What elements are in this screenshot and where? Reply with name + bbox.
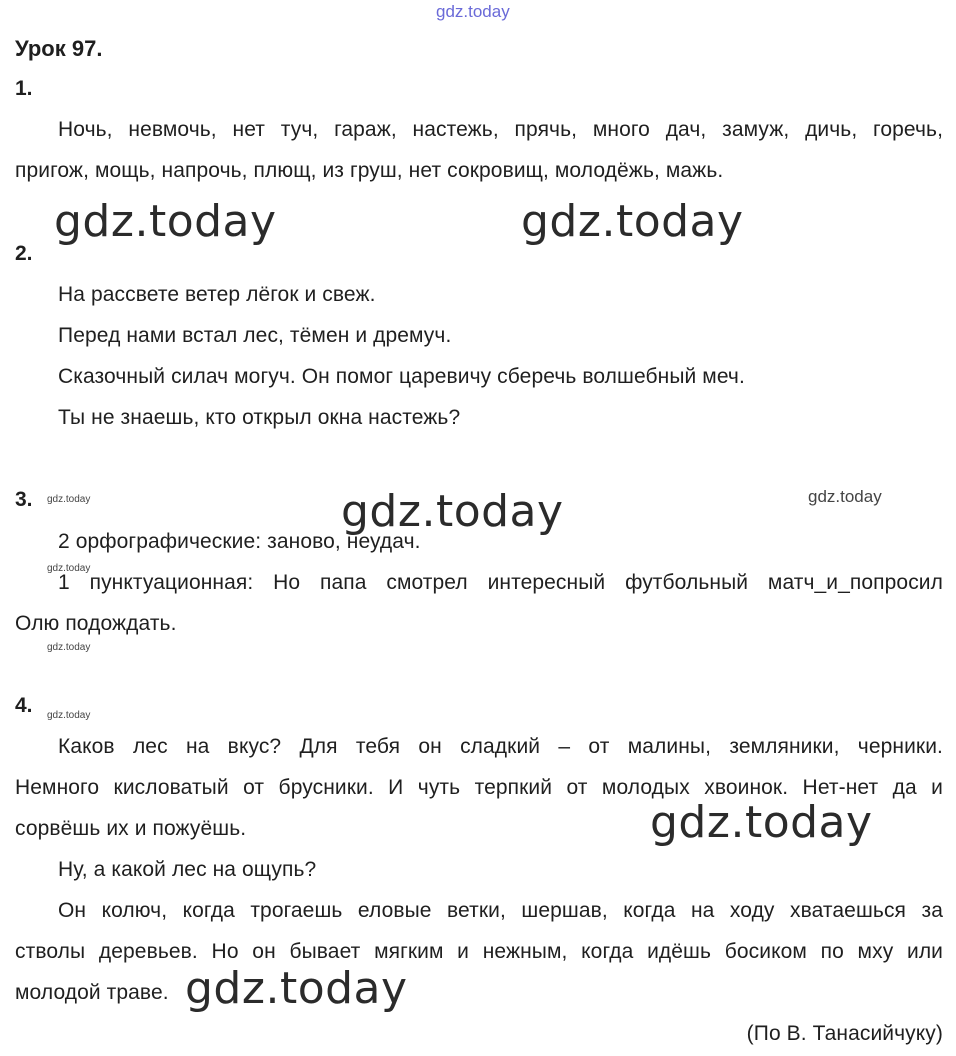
watermark-small: gdz.today [47,563,91,574]
watermark-large: gdz.today [341,486,564,537]
watermark-large: gdz.today [521,196,744,247]
exercise-4-line-2: Немного кисловатый от брусники. И чуть терпкий от молодых хвоинок. Нет-нет да и [15,776,943,799]
watermark-medium: gdz.today [808,487,882,506]
watermark-top: gdz.today [436,2,510,21]
watermark-large: gdz.today [650,797,873,848]
exercise-4-line-7: молодой траве. [15,981,169,1004]
exercise-4-line-4: Ну, а какой лес на ощупь? [58,858,317,881]
exercise-1-line-2: пригож, мощь, напрочь, плющ, из груш, нет сокровищ, молодёжь, мажь. [15,159,724,182]
watermark-small: gdz.today [47,494,91,505]
exercise-2-number: 2. [15,242,33,265]
exercise-4-line-1: Каков лес на вкус? Для тебя он сладкий – от малины, земляники, черники. [58,735,943,758]
exercise-1-number: 1. [15,77,33,100]
exercise-4-number: 4. [15,694,33,717]
watermark-small: gdz.today [47,710,91,721]
exercise-2-line-2: Перед нами встал лес, тёмен и дремуч. [58,324,452,347]
exercise-4-line-3: сорвёшь их и пожуёшь. [15,817,247,840]
exercise-4-source: (По В. Танасийчуку) [746,1022,943,1045]
exercise-3-line-3: Олю подождать. [15,612,177,635]
lesson-title: Урок 97. [15,36,103,61]
exercise-2-line-3: Сказочный силач могуч. Он помог царевичу сберечь волшебный меч. [58,365,745,388]
watermark-large: gdz.today [54,196,277,247]
exercise-3-line-1: 2 орфографические: заново, неудач. [58,530,421,553]
exercise-4-line-5: Он колюч, когда трогаешь еловые ветки, шершав, когда на ходу хватаешься за [58,899,943,922]
exercise-2-line-4: Ты не знаешь, кто открыл окна настежь? [58,406,461,429]
exercise-2-line-1: На рассвете ветер лёгок и свеж. [58,283,376,306]
exercise-4-line-6: стволы деревьев. Но он бывает мягким и нежным, когда идёшь босиком по мху или [15,940,943,963]
watermark-small: gdz.today [47,642,91,653]
watermark-large: gdz.today [185,963,408,1014]
exercise-3-line-2: 1 пунктуационная: Но папа смотрел интересный футбольный матч_и_попросил [58,571,943,594]
exercise-3-number: 3. [15,488,33,511]
exercise-1-line-1: Ночь, невмочь, нет туч, гараж, настежь, прячь, много дач, замуж, дичь, горечь, [58,118,943,141]
